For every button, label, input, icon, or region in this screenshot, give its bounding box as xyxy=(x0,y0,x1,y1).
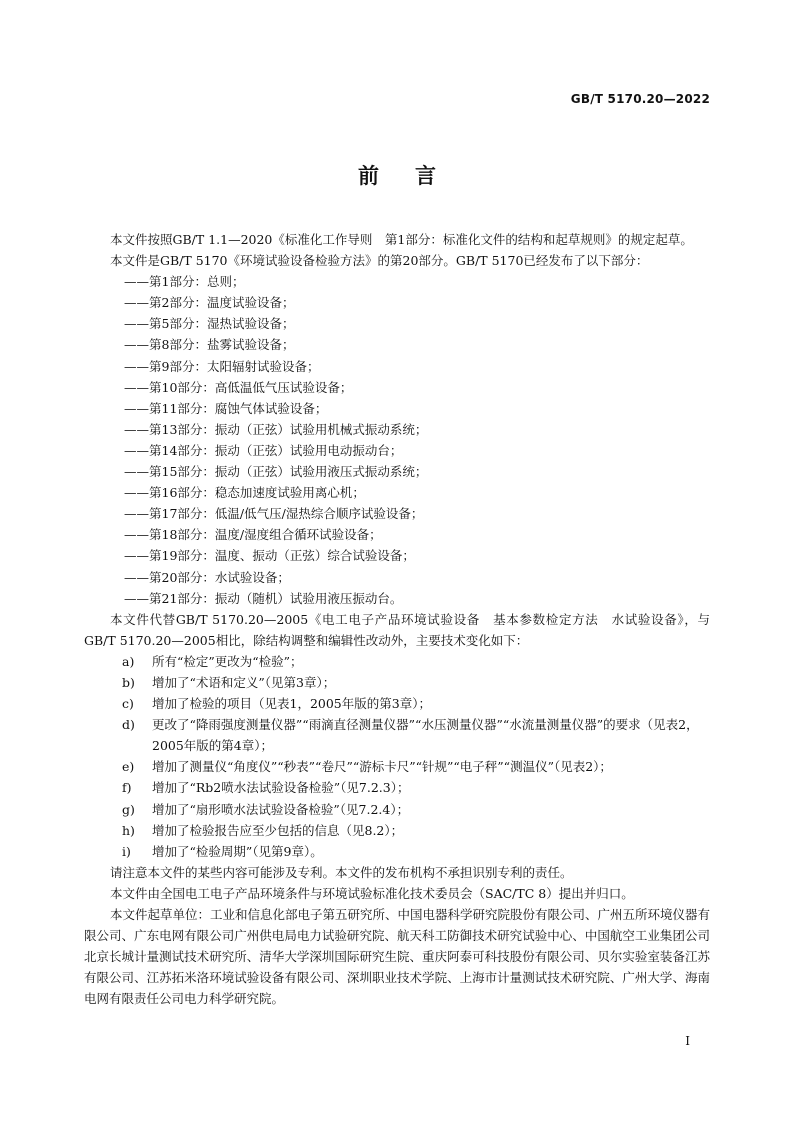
change-item-text: 增加了检验的项目（见表1，2005年版的第3章）； xyxy=(152,696,431,712)
change-item-text: 所有“检定”更改为“检验”； xyxy=(152,653,303,669)
parts-list-item: ——第9部分：太阳辐射试验设备； xyxy=(124,358,320,374)
change-item-text: 增加了检验报告应至少包括的信息（见8.2）； xyxy=(152,822,404,838)
intro-paragraph-2: 本文件是GB/T 5170《环境试验设备检验方法》的第20部分。GB/T 5170已经发布了以下部分： xyxy=(110,253,649,269)
changes-list-item xyxy=(84,820,710,841)
change-item-text: 增加了测量仪“角度仪”“秒表”“卷尺”“游标卡尺”“针规”“电子秤”“测温仪”（见表2）； xyxy=(152,759,612,775)
parts-list-item: ——第17部分：低温/低气压/湿热综合顺序试验设备； xyxy=(124,506,424,522)
changes-list-item xyxy=(84,841,710,862)
changes-list-item xyxy=(84,714,710,756)
change-item-text: 增加了“术语和定义”（见第3章）； xyxy=(152,674,336,690)
page-number: I xyxy=(685,1034,690,1048)
drafting-units: 本文件起草单位：工业和信息化部电子第五研究所、中国电器科学研究院股份有限公司、广州五所环境仪器有限公司、广东电网有限公司广州供电局电力试验研究院、航天科工防御技术研究试验中心、中国航空工业集团公司北京长城计量测试技术研究所、清华大学深圳国际研究生院、重庆阿泰可科技股份有限公司、贝尔实验室装备江苏有限公司、江苏拓米洛环境试验设备有限公司、深圳职业技术学院、上海市计量测试技术研究院、广州大学、海南电网有限责任公司电力科学研究院。 xyxy=(84,907,711,1007)
changes-list-item xyxy=(84,693,710,714)
parts-list-item: ——第8部分：盐雾试验设备； xyxy=(124,337,295,353)
change-item-text: 增加了“扇形喷水法试验设备检验”（见7.2.4）； xyxy=(152,801,410,817)
parts-list-item: ——第14部分：振动（正弦）试验用电动振动台； xyxy=(124,442,403,458)
intro-paragraph-1: 本文件按照GB/T 1.1—2020《标准化工作导则 第1部分：标准化文件的结构和起草规则》的规定起草。 xyxy=(110,232,693,247)
patent-notice: 请注意本文件的某些内容可能涉及专利。本文件的发布机构不承担识别专利的责任。 xyxy=(110,864,573,880)
parts-list-item: ——第18部分：温度/湿度组合循环试验设备； xyxy=(124,527,382,543)
changes-list-item xyxy=(84,756,710,777)
changes-list-item xyxy=(84,777,710,798)
changes-list-item xyxy=(84,651,710,672)
change-item-marker: d) xyxy=(122,717,135,733)
committee-statement: 本文件由全国电工电子产品环境条件与环境试验标准化技术委员会（SAC/TC 8）提出并归口。 xyxy=(110,885,634,901)
parts-list-item: ——第16部分：稳态加速度试验用离心机； xyxy=(124,485,365,501)
parts-list-item: ——第15部分：振动（正弦）试验用液压式振动系统； xyxy=(124,464,428,480)
parts-list-item: ——第5部分：湿热试验设备； xyxy=(124,316,295,332)
change-item-text: 更改了“降雨强度测量仪器”“雨滴直径测量仪器”“水压测量仪器”“水流量测量仪器”的要求（见表2，2005年版的第4章）； xyxy=(152,717,699,754)
parts-list-item: ——第1部分：总则； xyxy=(124,274,245,290)
parts-list-item: ——第11部分：腐蚀气体试验设备； xyxy=(124,400,328,416)
change-item-marker: b) xyxy=(122,674,135,690)
change-item-marker: i) xyxy=(122,843,131,859)
change-item-marker: e) xyxy=(122,759,135,775)
parts-list-item: ——第21部分：振动（随机）试验用液压振动台。 xyxy=(124,590,403,606)
changes-list-item xyxy=(84,799,710,820)
parts-list-item: ——第10部分：高低温低气压试验设备； xyxy=(124,379,353,395)
change-item-text: 增加了“Rb2喷水法试验设备检验”（见7.2.3）； xyxy=(152,780,410,796)
parts-list xyxy=(84,271,710,609)
change-item-marker: f) xyxy=(122,780,132,796)
standard-number: GB/T 5170.20—2022 xyxy=(570,92,710,106)
change-item-marker: c) xyxy=(122,696,134,712)
parts-list-item: ——第19部分：温度、振动（正弦）综合试验设备； xyxy=(124,548,415,564)
parts-list-item: ——第2部分：温度试验设备； xyxy=(124,295,295,311)
changes-list xyxy=(84,651,710,862)
parts-list-item: ——第13部分：振动（正弦）试验用机械式振动系统； xyxy=(124,421,428,437)
changes-list-item xyxy=(84,672,710,693)
page-title: 前言 xyxy=(358,163,472,188)
replacement-paragraph: 本文件代替GB/T 5170.20—2005《电工电子产品环境试验设备 基本参数检定方法 水试验设备》，与GB/T 5170.20—2005相比，除结构调整和编辑性改动外，主要技术变化如下： xyxy=(84,611,710,648)
change-item-text: 增加了“检验周期”（见第9章）。 xyxy=(152,843,323,859)
change-item-marker: h) xyxy=(122,822,135,838)
foreword-body xyxy=(84,229,710,1009)
change-item-marker: a) xyxy=(122,653,135,669)
change-item-marker: g) xyxy=(122,801,135,817)
parts-list-item: ——第20部分：水试验设备； xyxy=(124,569,290,585)
